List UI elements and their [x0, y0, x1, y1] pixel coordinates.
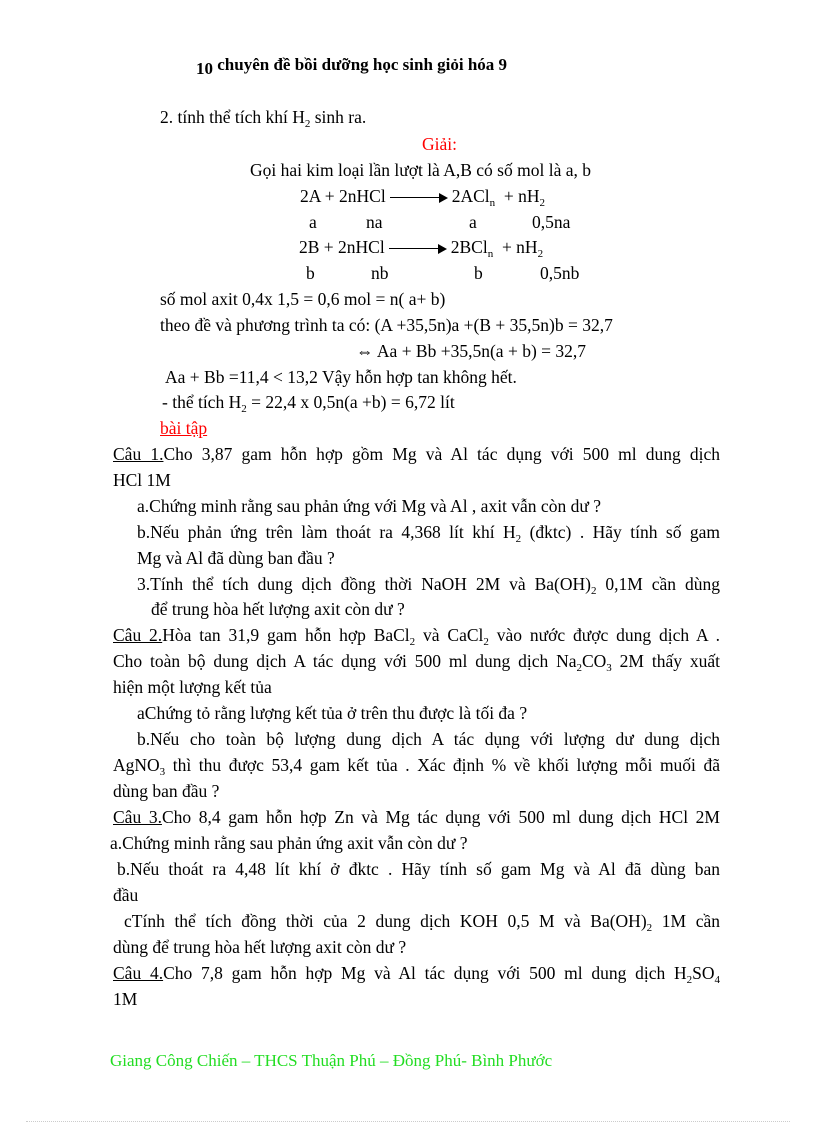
page-footer: Giang Công Chiến – THCS Thuận Phú – Đồng Phú- Bình Phước: [110, 1051, 553, 1070]
cau-1-3: 3.Tính thể tích dung dịch đồng thời NaOH 2M và $Ba(OH)_2$ 0,1M cần dùng: [137, 574, 720, 597]
equivalence-line: ⇔ Aa + Bb +35,5n(a + b) = 32,7: [356, 341, 587, 361]
cau-4-cont: 1M: [113, 989, 138, 1009]
cau-3-c-cont: dùng để trung hòa hết lượng axit còn dư ?: [113, 937, 407, 957]
reaction-2-mol-h2: 0,5nb: [540, 263, 580, 283]
volume-line: - thể tích $H_2 = 22,4$ x 0,5n(a +b) = 6,72 lít: [162, 392, 455, 415]
cau-1-label: Câu 1.: [113, 444, 164, 464]
page-bottom-divider: [26, 1121, 790, 1122]
solution-label: Giải:: [422, 134, 457, 154]
comparison-line: Aa + Bb =11,4 < 13,2 Vậy hỗn hợp tan không hết.: [165, 367, 517, 387]
cau-4-label: Câu 4.: [113, 963, 164, 983]
cau-2-b-line-3: dùng ban đầu ?: [113, 781, 220, 801]
arrow-icon: [389, 244, 447, 254]
reaction-1-mol-a: a: [309, 212, 317, 232]
cau-3-b: b.Nếu thoát ra 4,48 lít khí ở đktc . Hãy tính số gam Mg và Al đã dùng ban: [117, 859, 720, 879]
exercises-heading: bài tập: [160, 418, 208, 438]
reaction-1-mol-na: na: [366, 212, 383, 232]
reaction-1: 2A + 2nHCl $2ACl_n + nH_2$: [300, 186, 546, 209]
header-number: 10: [196, 59, 213, 78]
cau-3-b-cont: đầu: [113, 885, 139, 905]
cau-2-a: aChứng tỏ rằng lượng kết tủa ở trên thu được là tối đa ?: [137, 703, 528, 723]
arrow-icon: [390, 193, 448, 203]
cau-2-label: Câu 2.: [113, 625, 163, 645]
cau-2-b: b.Nếu cho toàn bộ lượng dung dịch A tác dụng với lượng dư dung dịch: [137, 729, 720, 749]
reaction-2: 2B + 2nHCl $2BCl_n + nH_2$: [299, 237, 544, 260]
cau-2-b-line-2: AgNO$_3$ thì thu được 53,4 gam kết tủa . Xác định % về khối lượng mỗi muối đã: [113, 755, 720, 778]
mol-axit-line: số mol axit 0,4x 1,5 = 0,6 mol = n( a+ b): [160, 289, 446, 309]
cau-1-a: a.Chứng minh rằng sau phản ứng với Mg và Al , axit vẫn còn dư ?: [137, 496, 601, 516]
reaction-2-mol-b2: b: [474, 263, 483, 283]
reaction-2-mol-nb: nb: [371, 263, 389, 283]
reaction-1-mol-a2: a: [469, 212, 477, 232]
theo-de-line: theo đề và phương trình ta có: (A +35,5n)a +(B + 35,5n)b = 32,7: [160, 315, 613, 335]
cau-1-3-cont: để trung hòa hết lượng axit còn dư ?: [151, 599, 405, 619]
reaction-2-mol-b: b: [306, 263, 315, 283]
solution-intro: Gọi hai kim loại lần lượt là A,B có số mol là a, b: [250, 160, 591, 180]
cau-2: Câu 2.Hòa tan 31,9 gam hỗn hợp BaCl$_2$ và CaCl$_2$ vào nước được dung dịch A .: [113, 625, 720, 648]
cau-2-line-3: hiện một lượng kết tủa: [113, 677, 272, 697]
page-header: [196, 55, 507, 79]
cau-2-line-2: Cho toàn bộ dung dịch A tác dụng với 500 ml dung dịch $Na_2CO_3$ 2M thấy xuất: [113, 651, 720, 674]
cau-1-cont: HCl 1M: [113, 470, 171, 490]
cau-3-a: a.Chứng minh rằng sau phản ứng axit vẫn còn dư ?: [110, 833, 468, 853]
cau-3-c: cTính thể tích đồng thời của 2 dung dịch KOH 0,5 M và $Ba(OH)_2$ 1M cần: [124, 911, 720, 934]
cau-3-label: Câu 3.: [113, 807, 162, 827]
cau-1-b: b.Nếu phản ứng trên làm thoát ra 4,368 lít khí $H_2$ (đktc) . Hãy tính số gam: [137, 522, 721, 545]
cau-1: Câu 1.Cho 3,87 gam hỗn hợp gồm Mg và Al tác dụng với 500 ml dung dịch: [113, 444, 720, 464]
reaction-1-mol-h2: 0,5na: [532, 212, 571, 232]
question-2: 2. tính thể tích khí $H_2$ sinh ra.: [160, 107, 367, 130]
header-title: chuyên đề bồi dưỡng học sinh giỏi hóa 9: [213, 55, 508, 74]
cau-1-b-cont: Mg và Al đã dùng ban đầu ?: [137, 548, 335, 568]
cau-3: Câu 3.Cho 8,4 gam hỗn hợp Zn và Mg tác dụng với 500 ml dung dịch HCl 2M: [113, 807, 720, 827]
cau-4: Câu 4.Cho 7,8 gam hỗn hợp Mg và Al tác dụng với 500 ml dung dịch $H_2SO_4$: [113, 963, 720, 986]
